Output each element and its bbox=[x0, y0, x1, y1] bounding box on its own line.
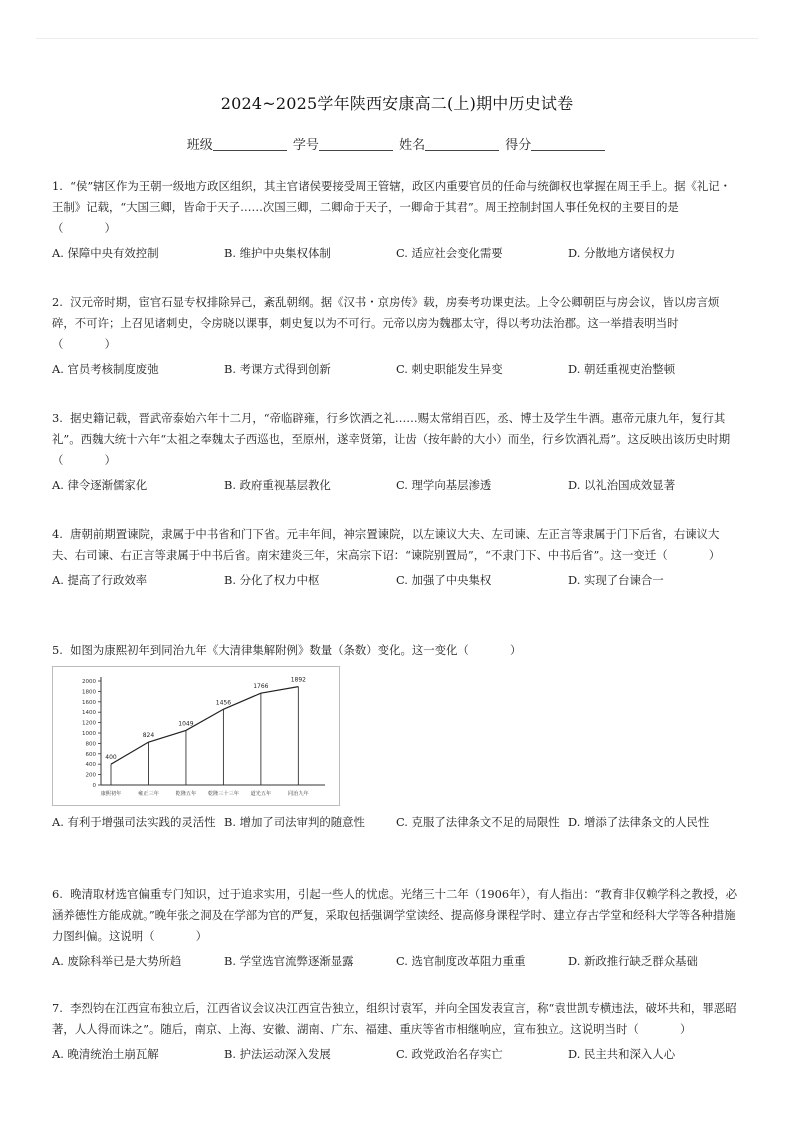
data-label: 1892 bbox=[290, 676, 306, 684]
y-tick-label: 600 bbox=[85, 751, 96, 758]
options bbox=[52, 1046, 742, 1068]
question-text: 李烈钧在江西宣布独立后，江西省议会议决江西宣告独立，组织讨袁军，并向全国发表宣言，称“袁世凯专横违法，破坏共和，罪恶昭著，人人得而诛之”。随后，南京、上海、安徽、湖南、广东、福建、重庆等省市相继响应，宣布独立。这说明当时 bbox=[52, 1001, 737, 1036]
student-number-blank[interactable] bbox=[319, 137, 393, 151]
y-tick-label: 1200 bbox=[82, 720, 96, 727]
exam-title: 2024~2025学年陕西安康高二(上)期中历史试卷 bbox=[220, 94, 574, 113]
question-7 bbox=[52, 998, 742, 1068]
question-number: 7. bbox=[52, 1001, 63, 1015]
option-a[interactable]: A. 官员考核制度废弛 bbox=[52, 362, 159, 376]
answer-paren[interactable] bbox=[52, 218, 116, 239]
data-label: 1766 bbox=[253, 683, 269, 691]
option-a[interactable]: A. 有利于增强司法实践的灵活性 bbox=[52, 815, 216, 829]
option-a[interactable]: A. 废除科举已是大势所趋 bbox=[52, 954, 182, 968]
question-number: 6. bbox=[52, 887, 63, 901]
student-number-label: 学号 bbox=[292, 138, 319, 153]
question-stem bbox=[52, 292, 742, 355]
option-c[interactable]: C. 政党政治名存实亡 bbox=[396, 1047, 503, 1061]
question-number: 5. bbox=[52, 643, 63, 657]
question-5 bbox=[52, 640, 742, 661]
option-c[interactable]: C. 理学向基层渗透 bbox=[396, 478, 492, 492]
y-tick-label: 1600 bbox=[82, 699, 96, 706]
name-label: 姓名 bbox=[399, 138, 426, 153]
option-b[interactable]: B. 学堂选官流弊逐渐显露 bbox=[224, 954, 354, 968]
x-tick-label: 道光五年 bbox=[250, 791, 272, 797]
answer-paren[interactable] bbox=[143, 926, 207, 947]
question-stem bbox=[52, 408, 742, 471]
question-text: 如图为康熙初年到同治九年《大清律集解附例》数量（条数）变化。这一变化 bbox=[70, 643, 458, 657]
option-b[interactable]: B. 增加了司法审判的随意性 bbox=[224, 815, 365, 829]
y-tick-label: 1000 bbox=[82, 731, 96, 737]
y-tick-label: 400 bbox=[85, 762, 96, 769]
option-d[interactable]: D. 以礼治国成效显著 bbox=[568, 478, 676, 492]
series-line bbox=[111, 687, 298, 765]
question-6 bbox=[52, 884, 742, 975]
score-blank[interactable] bbox=[531, 137, 605, 151]
question-stem bbox=[52, 998, 742, 1040]
answer-paren[interactable] bbox=[656, 545, 720, 566]
x-tick-label: 乾隆五年 bbox=[175, 791, 197, 797]
option-a[interactable]: A. 保障中央有效控制 bbox=[52, 246, 159, 260]
page-top-rule bbox=[36, 38, 758, 39]
options bbox=[52, 572, 742, 594]
question-4 bbox=[52, 524, 742, 594]
score-label: 得分 bbox=[505, 138, 532, 153]
question-stem bbox=[52, 884, 742, 947]
answer-paren[interactable] bbox=[52, 334, 116, 355]
option-b[interactable]: B. 护法运动深入发展 bbox=[224, 1047, 331, 1061]
question-1 bbox=[52, 176, 742, 267]
option-d[interactable]: D. 民主共和深入人心 bbox=[568, 1047, 676, 1061]
question-5-options bbox=[52, 814, 742, 850]
question-stem bbox=[52, 176, 742, 239]
option-c[interactable]: C. 选官制度改革阻力重重 bbox=[396, 954, 526, 968]
question-stem bbox=[52, 524, 742, 566]
y-tick-label: 200 bbox=[85, 772, 96, 779]
class-blank[interactable] bbox=[213, 137, 287, 151]
data-label: 400 bbox=[105, 754, 117, 762]
question-text: 据史籍记载，晋武帝泰始六年十二月，“帝临辟雍，行乡饮酒之礼……赐太常绢百匹，丞、博士及学生牛酒。惠帝元康九年，复行其礼”。西魏大统十六年“太祖之奉魏太子西巡也，至原州，遂幸贤第，让齿（按年龄的大小）而坐，行乡饮酒礼焉”。这反映出该历史时期 bbox=[52, 411, 731, 446]
question-3 bbox=[52, 408, 742, 499]
question-text: 唐朝前期置谏院，隶属于中书省和门下省。元丰年间，神宗置谏院，以左谏议大夫、左司谏、左正言等隶属于门下后省，右谏议大夫、右司谏、右正言等隶属于中书后省。南宋建炎三年，宋高宗下诏：“谏院别置局”，“不隶门下、中书后省”。这一变迁 bbox=[52, 527, 720, 562]
option-b[interactable]: B. 分化了权力中枢 bbox=[224, 573, 320, 587]
option-d[interactable]: D. 朝廷重视吏治整顿 bbox=[568, 362, 676, 376]
data-label: 1049 bbox=[178, 720, 194, 728]
option-d[interactable]: D. 实现了台谏合一 bbox=[568, 573, 664, 587]
option-a[interactable]: A. 晚清统治土崩瓦解 bbox=[52, 1047, 159, 1061]
x-tick-label: 雍正三年 bbox=[138, 791, 159, 797]
name-blank[interactable] bbox=[425, 137, 499, 151]
option-d[interactable]: D. 新政推行缺乏群众基础 bbox=[568, 954, 698, 968]
answer-paren[interactable] bbox=[457, 640, 521, 661]
option-c[interactable]: C. 克服了法律条文不足的局限性 bbox=[396, 815, 560, 829]
chart-svg bbox=[53, 667, 339, 805]
option-b[interactable]: B. 政府重视基层教化 bbox=[224, 478, 331, 492]
question-text: 晚清取材选官偏重专门知识，过于追求实用，引起一些人的忧虑。光绪三十二年（1906年），有人指出：“教育非仅赖学科之教授，必涵养德性方能成就。”晚年张之洞及在学部为官的严复，采取包括强调学堂读经、提高修身课程学时、建立存古学堂和经科大学等各种措施力图纠偏。这说明 bbox=[52, 887, 738, 943]
code-count-chart bbox=[52, 666, 340, 806]
option-b[interactable]: B. 考课方式得到创新 bbox=[224, 362, 331, 376]
option-c[interactable]: C. 适应社会变化需要 bbox=[396, 246, 503, 260]
data-label: 1456 bbox=[215, 699, 232, 707]
options bbox=[52, 477, 742, 499]
options bbox=[52, 814, 742, 850]
answer-paren[interactable] bbox=[52, 450, 116, 471]
student-info-line bbox=[0, 134, 794, 153]
question-number: 1. bbox=[52, 179, 63, 193]
y-tick-label: 1400 bbox=[82, 710, 96, 717]
question-number: 2. bbox=[52, 295, 63, 309]
y-tick-label: 2000 bbox=[82, 679, 96, 685]
option-a[interactable]: A. 提高了行政效率 bbox=[52, 573, 148, 587]
y-tick-label: 0 bbox=[92, 783, 96, 789]
option-d[interactable]: D. 分散地方诸侯权力 bbox=[568, 246, 676, 260]
data-label: 824 bbox=[142, 732, 155, 740]
question-number: 4. bbox=[52, 527, 63, 541]
x-tick-label: 康熙初年 bbox=[100, 791, 122, 797]
y-tick-label: 800 bbox=[85, 741, 96, 748]
option-a[interactable]: A. 律令逐渐儒家化 bbox=[52, 478, 148, 492]
answer-paren[interactable] bbox=[627, 1019, 691, 1040]
question-stem bbox=[52, 640, 742, 661]
class-label: 班级 bbox=[186, 138, 213, 153]
x-tick-label: 乾隆三十三年 bbox=[207, 791, 239, 797]
question-text: 汉元帝时期，宦官石显专权排除异己，紊乱朝纲。据《汉书・京房传》载，房奏考功课吏法。上令公卿朝臣与房会议，皆以房言烦碎，不可许；上召见诸刺史，令房晓以课事，刺史复以为不可行。元帝以房为魏郡太守，得以考功法治郡。这一举措表明当时 bbox=[52, 295, 720, 330]
options bbox=[52, 361, 742, 383]
question-number: 3. bbox=[52, 411, 63, 425]
option-b[interactable]: B. 维护中央集权体制 bbox=[224, 246, 331, 260]
options bbox=[52, 245, 742, 267]
question-text: “侯”辖区作为王朝一级地方政区组织，其主官诸侯要接受周王管辖，政区内重要官员的任命与统御权也掌握在周王手上。据《礼记・王制》记载，“大国三卿，皆命于天子……次国三卿，二卿命于天子，一卿命于其君”。周王控制封国人事任免权的主要目的是 bbox=[52, 179, 732, 214]
y-tick-label: 1800 bbox=[82, 689, 96, 696]
option-d[interactable]: D. 增添了法律条文的人民性 bbox=[568, 815, 710, 829]
option-c[interactable]: C. 刺史职能发生异变 bbox=[396, 362, 503, 376]
question-2 bbox=[52, 292, 742, 383]
option-c[interactable]: C. 加强了中央集权 bbox=[396, 573, 492, 587]
options bbox=[52, 953, 742, 975]
x-tick-label: 同治九年 bbox=[287, 791, 309, 797]
